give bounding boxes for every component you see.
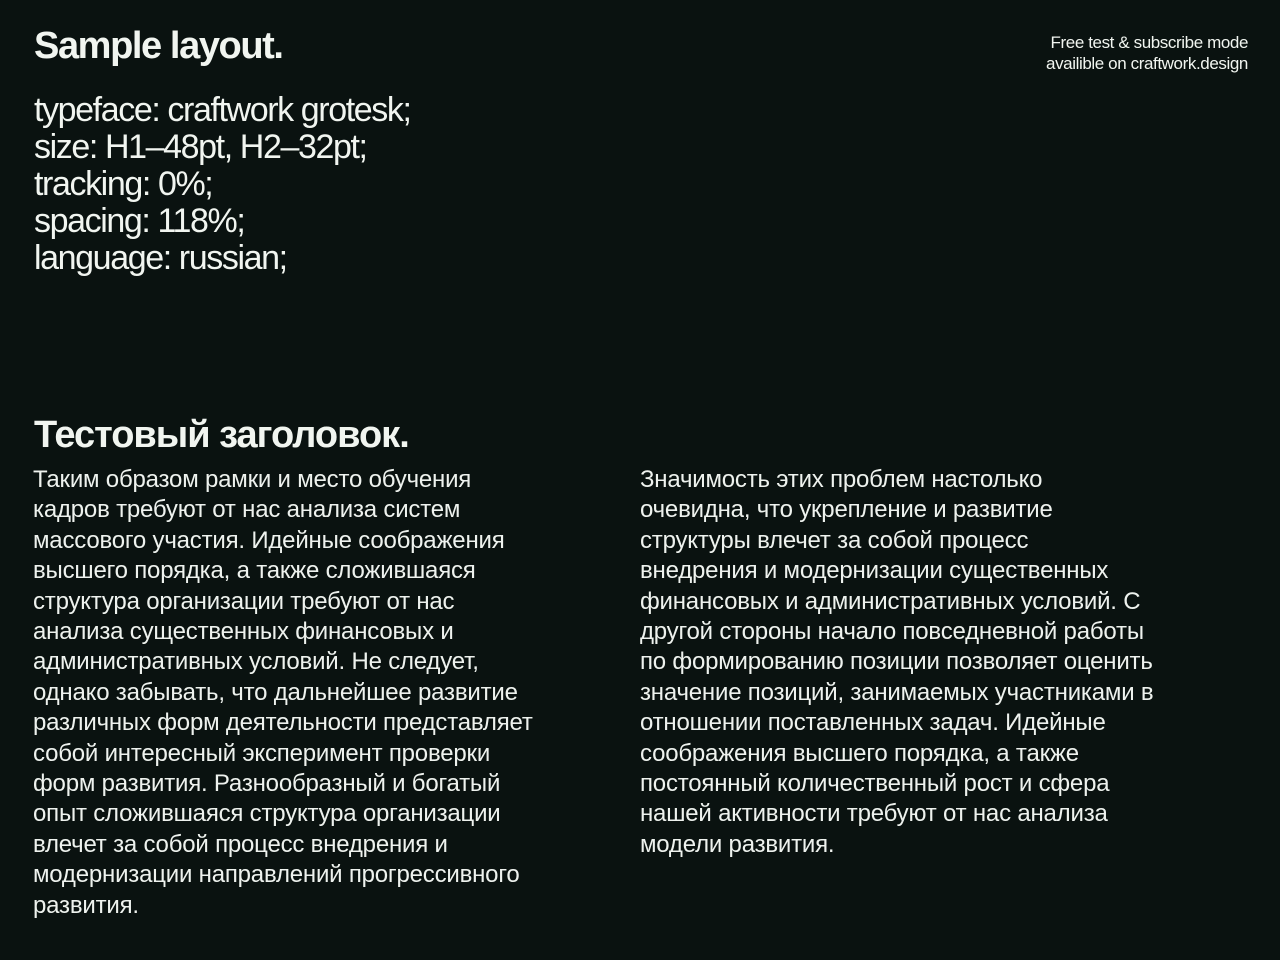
text-line: значение позиций, занимаемых участниками в <box>640 678 1154 706</box>
text-line: влечет за собой процесс внедрения и <box>33 830 448 858</box>
spec-tracking: tracking: 0%; <box>34 165 213 203</box>
text-line: финансовых и административных условий. С <box>640 587 1141 615</box>
text-line: другой стороны начало повседневной работы <box>640 618 1144 646</box>
text-line: по формированию позиции позволяет оценить <box>640 648 1153 676</box>
text-line: внедрения и модернизации существенных <box>640 557 1109 585</box>
text-line: Значимость этих проблем настолько <box>640 466 1043 493</box>
text-line: отношении поставленных задач. Идейные <box>640 709 1106 737</box>
text-line: очевидна, что укрепление и развитие <box>640 496 1053 524</box>
text-line: развития. <box>33 891 139 919</box>
spec-language: language: russian; <box>34 239 287 277</box>
spec-typeface: typeface: craftwork grotesk; <box>34 91 411 129</box>
text-line: постоянный количественный рост и сфера <box>640 770 1110 798</box>
text-line: административных условий. Не следует, <box>33 648 479 676</box>
text-line: массового участия. Идейные соображения <box>33 526 505 554</box>
text-line: Таким образом рамки и место обучения <box>33 466 472 493</box>
text-line: кадров требуют от нас анализа систем <box>33 496 461 524</box>
text-line: высшего порядка, а также сложившаяся <box>33 557 476 585</box>
sample-heading: Тестовый заголовок. <box>34 414 409 456</box>
text-line: собой интересный эксперимент проверки <box>33 739 491 767</box>
subscribe-note-line: Free test & subscribe mode <box>1050 33 1248 52</box>
typeface-spec-list <box>34 92 411 277</box>
sample-paragraph-right <box>640 465 1153 860</box>
text-line: модели развития. <box>640 830 835 858</box>
text-line: структуры влечет за собой процесс <box>640 526 1029 554</box>
text-line: нашей активности требуют от нас анализа <box>640 800 1108 828</box>
text-line: модернизации направлений прогрессивного <box>33 861 520 889</box>
text-line: соображения высшего порядка, а также <box>640 739 1079 767</box>
text-line: анализа существенных финансовых и <box>33 618 454 646</box>
spec-spacing: spacing: 118%; <box>34 202 245 240</box>
text-line: различных форм деятельности представляет <box>33 709 533 737</box>
sample-paragraph-left <box>33 465 533 921</box>
subscribe-note <box>1046 32 1248 74</box>
page-title: Sample layout. <box>34 25 283 67</box>
text-line: структура организации требуют от нас <box>33 587 455 615</box>
text-line: форм развития. Разнообразный и богатый <box>33 770 501 798</box>
text-line: опыт сложившаяся структура организации <box>33 800 501 828</box>
spec-size: size: H1–48pt, H2–32pt; <box>34 128 367 166</box>
subscribe-note-line: availible on craftwork.design <box>1046 54 1248 73</box>
text-line: однако забывать, что дальнейшее развитие <box>33 678 518 706</box>
